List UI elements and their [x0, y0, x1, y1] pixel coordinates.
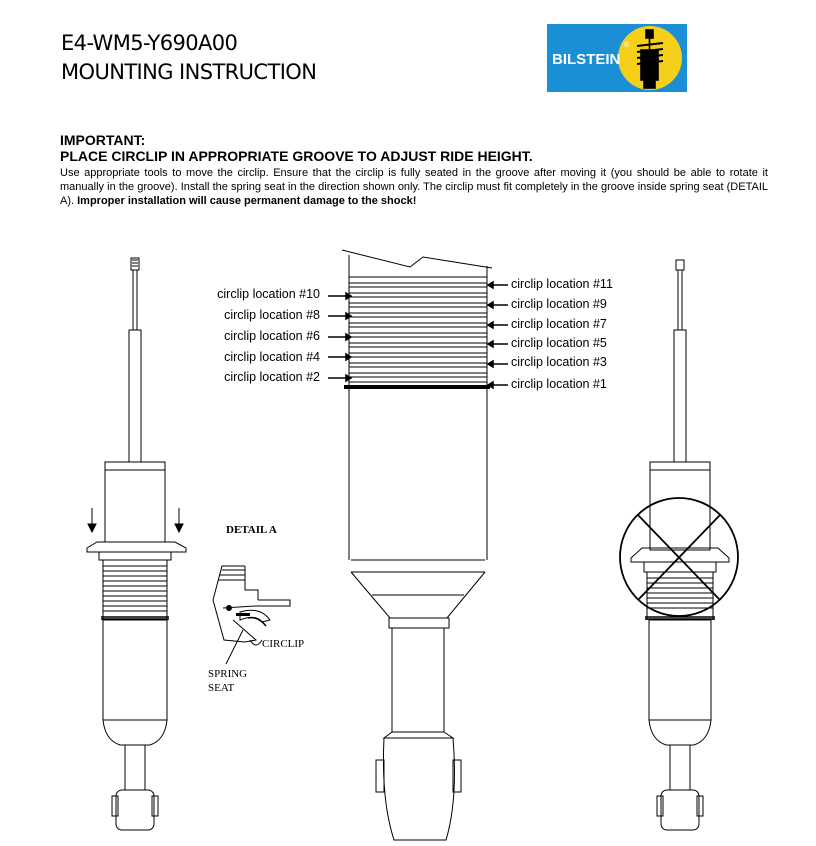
damage-warning: Improper installation will cause permanent damage to the shock!	[77, 195, 417, 208]
detail-circlip-label: CIRCLIP	[262, 638, 305, 650]
circlip-label-2: circlip location #2	[224, 370, 320, 384]
circlip-label-4: circlip location #4	[224, 350, 320, 364]
center-circlip-grooves	[349, 277, 487, 382]
logo-brand-text: BILSTEIN	[552, 51, 621, 68]
center-label-arrows	[328, 282, 508, 388]
center-shock-drawing	[328, 250, 508, 840]
detail-spring-label: SPRING	[208, 668, 248, 680]
document-title: MOUNTING INSTRUCTION	[61, 60, 317, 84]
logo-registered-mark: ®	[624, 42, 630, 49]
detail-seat-label: SEAT	[208, 682, 235, 694]
important-heading: IMPORTANT:	[60, 132, 146, 148]
detail-a-title: DETAIL A	[226, 524, 277, 536]
right-shock-drawing	[620, 260, 738, 830]
left-shock-spring-grooves	[103, 566, 167, 611]
circlip-label-1: circlip location #1	[511, 377, 607, 391]
important-subheading: PLACE CIRCLIP IN APPROPRIATE GROOVE TO ADJUST RIDE HEIGHT.	[60, 148, 533, 164]
circlip-label-10: circlip location #10	[217, 287, 320, 301]
instruction-body: Use appropriate tools to move the circlip. Ensure that the circlip is fully seated in the groove after moving it (you should be able to rotate it manually in the groove). Install the spring seat in the direction shown only. The circlip must fit completely in the groove inside spring seat (DETAIL A).	[60, 167, 768, 208]
circlip-label-5: circlip location #5	[511, 336, 607, 350]
circlip-label-8: circlip location #8	[224, 308, 320, 322]
circlip-label-6: circlip location #6	[224, 329, 320, 343]
left-shock-drawing	[87, 258, 186, 830]
circlip-label-9: circlip location #9	[511, 297, 607, 311]
circlip-label-7: circlip location #7	[511, 317, 607, 331]
circlip-label-3: circlip location #3	[511, 355, 607, 369]
part-number: E4-WM5-Y690A00	[61, 31, 238, 55]
circlip-label-11: circlip location #11	[511, 277, 613, 291]
